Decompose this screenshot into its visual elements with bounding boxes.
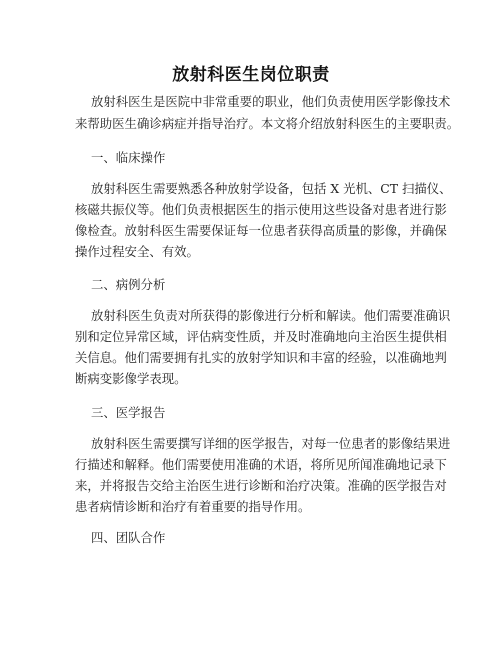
section-3-line-2: 行描述和解释。他们需要使用准确的术语，将所见所闻准确地记录下: [75, 457, 447, 472]
section-1-line-3: 像检查。放射科医生需要保证每一位患者获得高质量的影像，并确保: [75, 223, 447, 238]
document-title: 放射科医生岗位职责: [172, 65, 330, 85]
section-3-line-4: 患者病情诊断和治疗有着重要的指导作用。: [75, 499, 311, 514]
section-1-heading: 一、临床操作: [91, 150, 166, 165]
section-3-heading: 三、医学报告: [91, 405, 166, 420]
intro-line-2: 来帮助医生确诊病症并指导治疗。本文将介绍放射科医生的主要职责。: [75, 116, 460, 131]
intro-line-1: 放射科医生是医院中非常重要的职业，他们负责使用医学影像技术: [91, 94, 451, 109]
section-3-line-3: 来，并将报告交给主治医生进行诊断和治疗决策。准确的医学报告对: [75, 478, 447, 493]
section-2-heading: 二、病例分析: [91, 277, 166, 292]
section-3-line-1: 放射科医生需要撰写详细的医学报告，对每一位患者的影像结果进: [91, 436, 451, 451]
section-2-line-2: 别和定位异常区域，评估病变性质，并及时准确地向主治医生提供相: [75, 329, 447, 344]
section-2-line-1: 放射科医生负责对所获得的影像进行分析和解读。他们需要准确识: [91, 308, 451, 323]
section-4-heading: 四、团队合作: [91, 530, 166, 545]
section-1-line-1: 放射科医生需要熟悉各种放射学设备，包括 X 光机、CT 扫描仪、: [91, 181, 452, 196]
section-1-line-4: 操作过程安全、有效。: [75, 244, 199, 259]
section-1-line-2: 核磁共振仪等。他们负责根据医生的指示使用这些设备对患者进行影: [75, 202, 447, 217]
section-2-line-3: 关信息。他们需要拥有扎实的放射学知识和丰富的经验，以准确地判: [75, 350, 447, 365]
section-2-line-4: 断病变影像学表现。: [75, 371, 187, 386]
